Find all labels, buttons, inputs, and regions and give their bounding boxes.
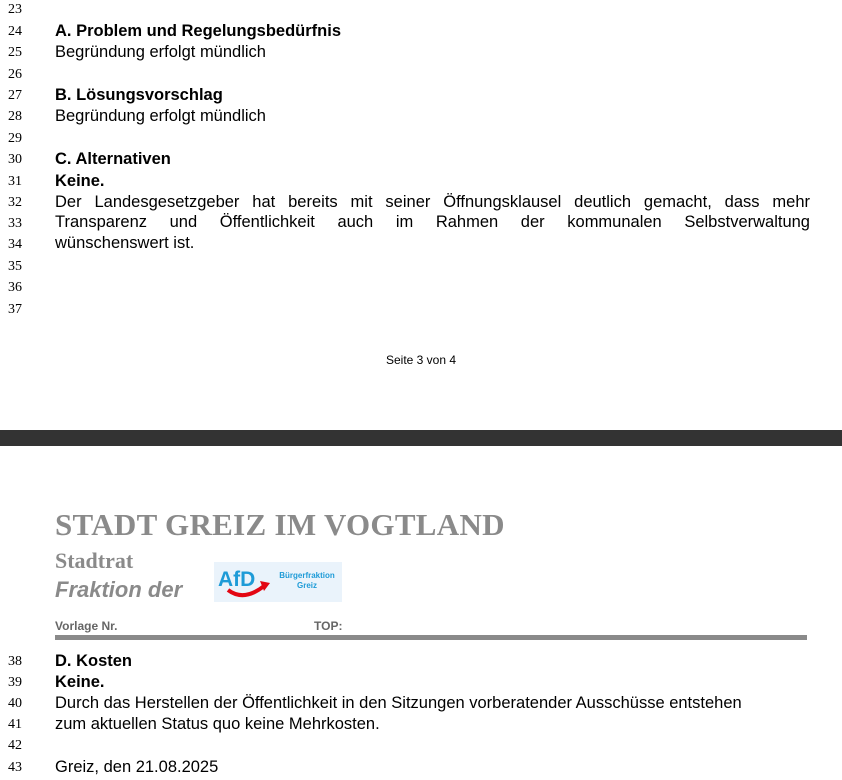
- section-c-line: Der Landesgesetzgeber hat bereits mit seiner Öffnungsklausel deutlich gemacht, dass mehr: [55, 193, 810, 211]
- line-number: 38: [8, 654, 22, 669]
- line-number: 40: [8, 696, 22, 711]
- line-number: 29: [8, 131, 22, 146]
- line-number: 28: [8, 109, 22, 124]
- line-number: 37: [8, 302, 22, 317]
- section-d-line: zum aktuellen Status quo keine Mehrkosten.: [55, 715, 380, 733]
- section-a-text: Begründung erfolgt mündlich: [55, 43, 266, 61]
- line-number: 24: [8, 24, 22, 39]
- line-number: 33: [8, 216, 22, 231]
- line-number: 36: [8, 280, 22, 295]
- header-rule: [55, 635, 807, 640]
- line-number: 31: [8, 174, 22, 189]
- section-d-keine: Keine.: [55, 673, 105, 691]
- line-number: 32: [8, 195, 22, 210]
- section-d-line: Durch das Herstellen der Öffentlichkeit in den Sitzungen vorberatender Ausschüsse entstehen: [55, 694, 742, 712]
- line-number: 30: [8, 152, 22, 167]
- page-number: Seite 3 von 4: [385, 353, 457, 367]
- section-c-title: C. Alternativen: [55, 150, 171, 168]
- date-line: Greiz, den 21.08.2025: [55, 758, 219, 776]
- section-b-title: B. Lösungsvorschlag: [55, 86, 223, 104]
- logo-subtitle: Greiz: [296, 581, 317, 590]
- council-label: Stadtrat: [55, 548, 134, 573]
- line-number: 26: [8, 67, 22, 82]
- line-number: 23: [8, 2, 22, 17]
- line-number: 34: [8, 237, 22, 252]
- logo-subtitle: Bürgerfraktion: [279, 571, 335, 580]
- line-number: 25: [8, 45, 22, 60]
- line-number: 41: [8, 717, 22, 732]
- section-c-line: wünschenswert ist.: [55, 234, 195, 252]
- line-number: 42: [8, 738, 22, 753]
- line-number: 43: [8, 760, 22, 775]
- top-label: TOP:: [314, 619, 343, 633]
- svg-text:AfD: AfD: [218, 568, 256, 591]
- city-title: STADT GREIZ IM VOGTLAND: [55, 507, 505, 542]
- vorlage-label: Vorlage Nr.: [55, 619, 118, 633]
- afd-logo: [214, 562, 342, 602]
- line-number: 27: [8, 88, 22, 103]
- fraktion-label: Fraktion der: [55, 577, 183, 602]
- line-number: 39: [8, 675, 22, 690]
- section-b-text: Begründung erfolgt mündlich: [55, 107, 266, 125]
- section-d-title: D. Kosten: [55, 652, 133, 670]
- page-divider: [0, 430, 842, 446]
- section-c-line: Transparenz und Öffentlichkeit auch im Rahmen der kommunalen Selbstverwaltung: [55, 213, 810, 231]
- section-c-keine: Keine.: [55, 172, 105, 190]
- line-number: 35: [8, 259, 22, 274]
- section-a-title: A. Problem und Regelungsbedürfnis: [55, 22, 342, 40]
